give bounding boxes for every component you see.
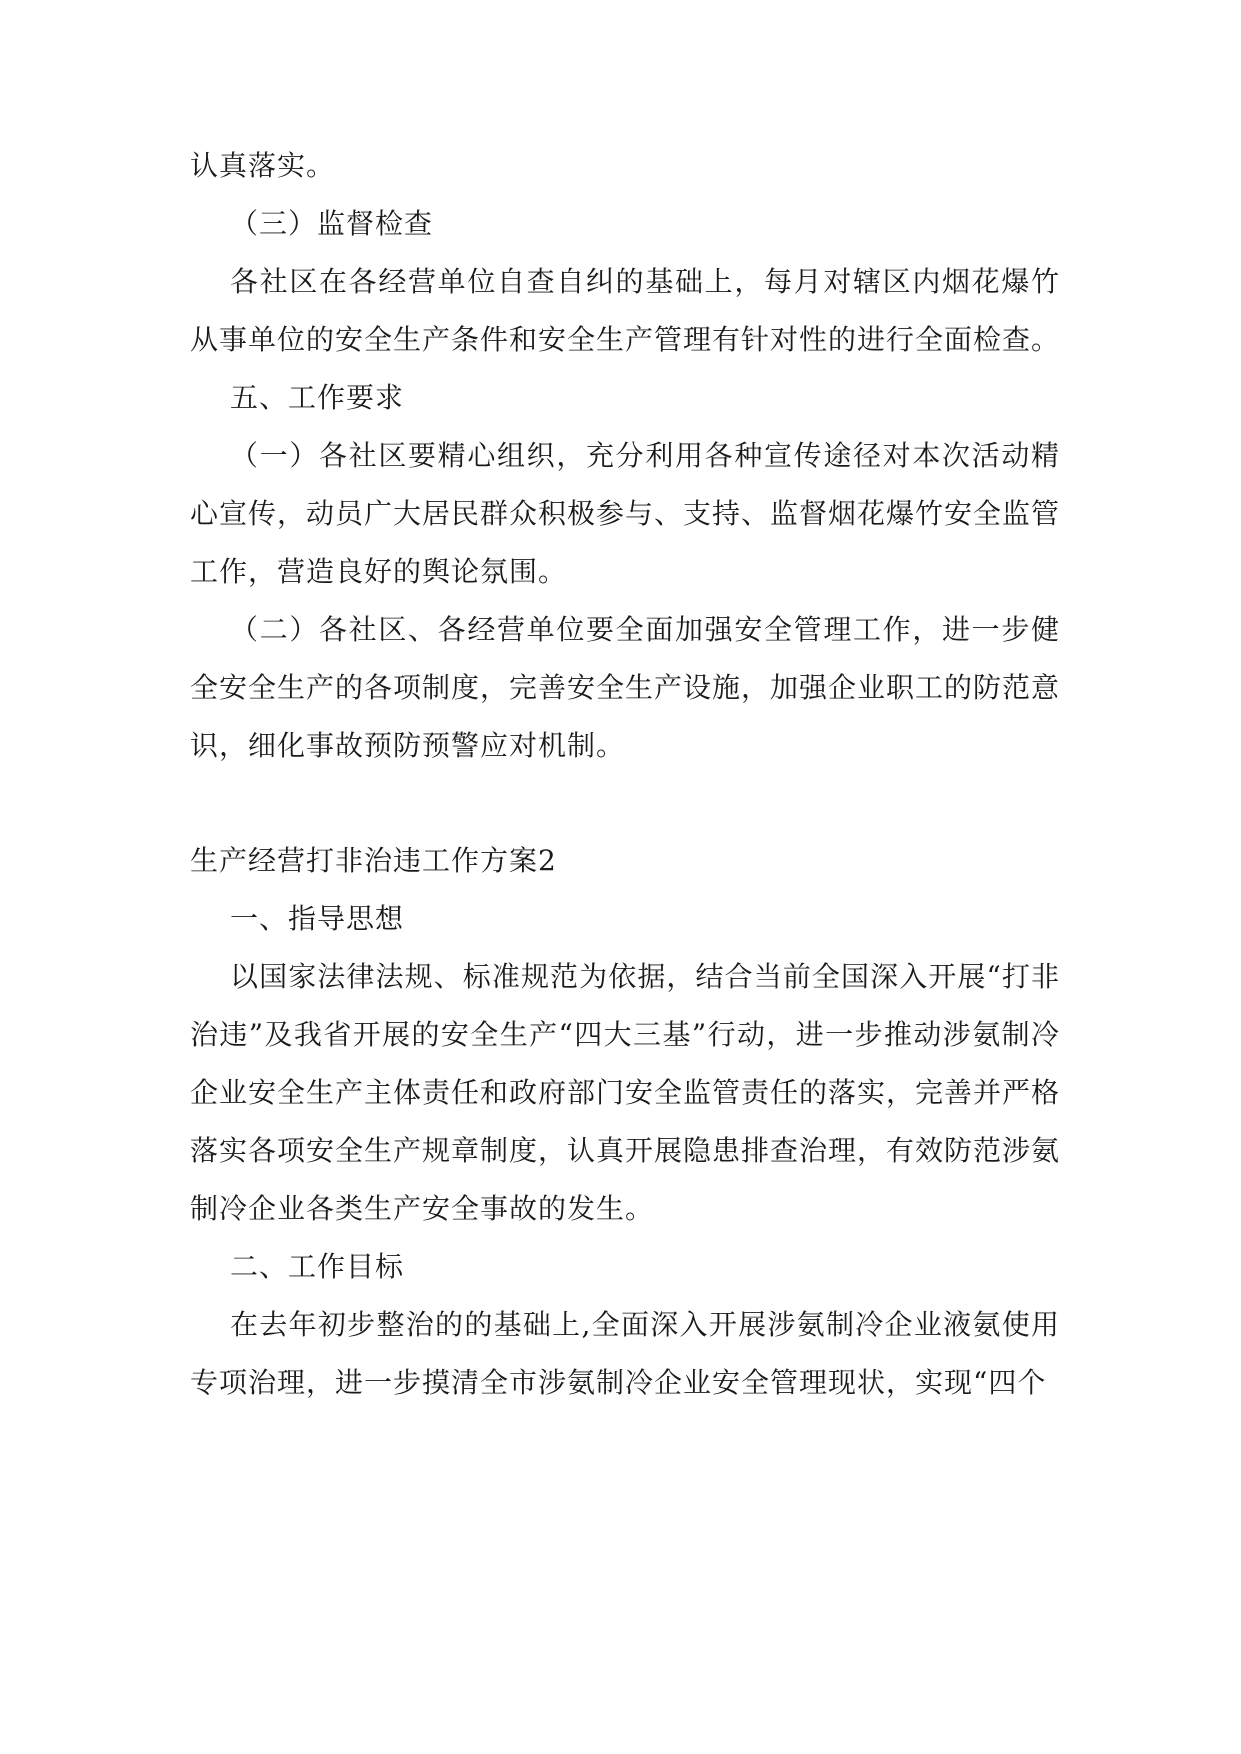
paragraph-goals: 在去年初步整治的的基础上,全面深入开展涉氨制冷企业液氨使用专项治理，进一步摸清全市涉氨制冷企业安全管理现状，实现“四个 xyxy=(190,1308,1060,1399)
paragraph-requirement-1: （一）各社区要精心组织，充分利用各种宣传途径对本次活动精心宣传，动员广大居民群众积极参与、支持、监督烟花爆竹安全监管工作，营造良好的舆论氛围。 xyxy=(190,439,1061,588)
section-heading-requirements: 五、工作要求 xyxy=(230,381,405,414)
section-heading-goals: 二、工作目标 xyxy=(230,1250,405,1283)
paragraph-continuation: 认真落实。 xyxy=(190,149,336,182)
document-title: 生产经营打非治违工作方案2 xyxy=(190,844,557,877)
paragraph-requirement-2: （二）各社区、各经营单位要全面加强安全管理工作，进一步健全安全生产的各项制度，完善安全生产设施，加强企业职工的防范意识，细化事故预防预警应对机制。 xyxy=(190,613,1061,762)
paragraph-supervision: 各社区在各经营单位自查自纠的基础上，每月对辖区内烟花爆竹从事单位的安全生产条件和安全生产管理有针对性的进行全面检查。 xyxy=(190,265,1061,356)
paragraph-guiding-thought: 以国家法律法规、标准规范为依据，结合当前全国深入开展“打非治违”及我省开展的安全生产“四大三基”行动，进一步推动涉氨制冷企业安全生产主体责任和政府部门安全监管责任的落实，完善并严格落实各项安全生产规章制度，认真开展隐患排查治理，有效防范涉氨制冷企业各类生产安全事故的发生。 xyxy=(190,960,1061,1225)
section-heading-guiding-thought: 一、指导思想 xyxy=(230,902,405,935)
section-heading-supervision: （三）监督检查 xyxy=(230,207,434,240)
